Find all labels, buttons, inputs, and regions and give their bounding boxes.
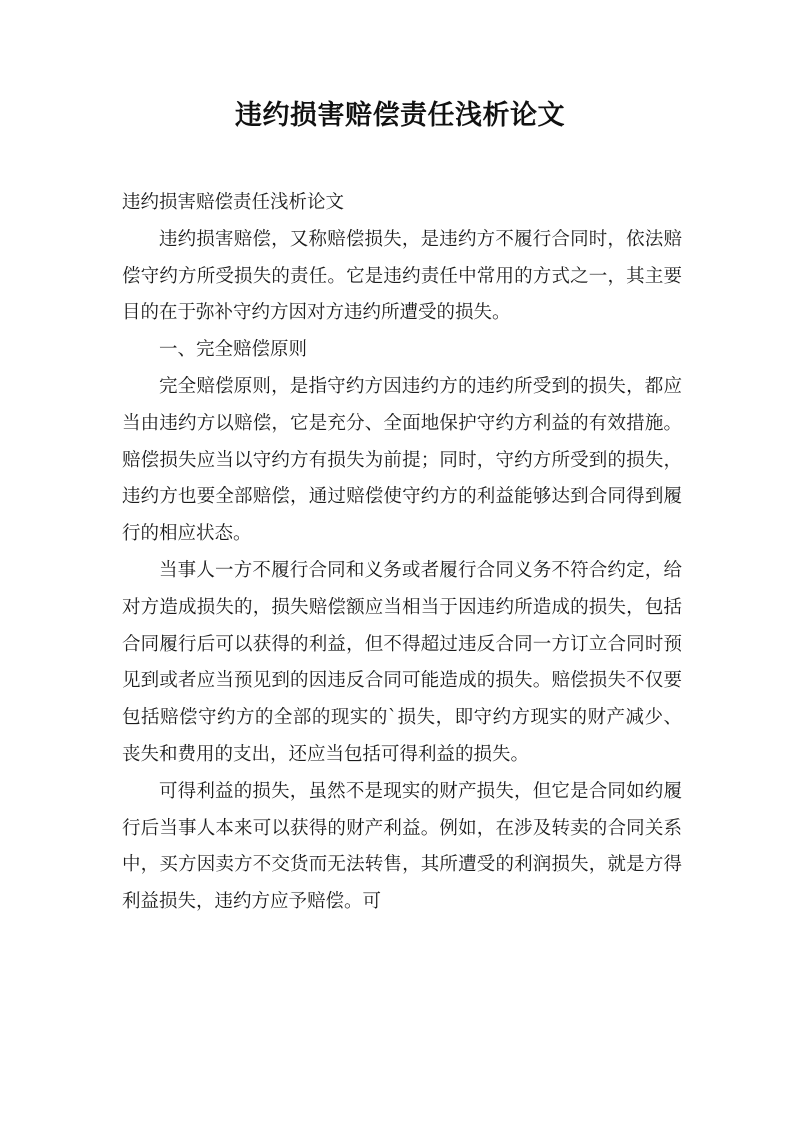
- document-title: 违约损害赔偿责任浅析论文: [235, 100, 565, 131]
- document-body: [122, 185, 682, 921]
- document-subtitle: 违约损害赔偿责任浅析论文: [122, 192, 345, 213]
- section-heading-full-compensation: 一、完全赔偿原则: [159, 339, 308, 361]
- paragraph-breach-loss: 当事人一方不履行合同和义务或者履行合同义务不符合约定，给对方造成损失的，损失赔偿额应当相当于因违约所造成的损失，包括合同履行后可以获得的利益，但不得超过违反合同一方订立合同时预见到或者应当预见到的因违反合同可能造成的损失。赔偿损失不仅要包括赔偿守约方的全部的现实的`损失，即守约方现实的财产减少、丧失和费用的支出，还应当包括可得利益的损失。: [122, 559, 682, 765]
- paragraph-expected-benefit: 可得利益的损失，虽然不是现实的财产损失，但它是合同如约履行后当事人本来可以获得的财产利益。例如，在涉及转卖的合同关系中，买方因卖方不交货而无法转售，其所遭受的利润损失，就是方得利益损失，违约方应予赔偿。可: [122, 780, 682, 913]
- paragraph-full-compensation: 完全赔偿原则，是指守约方因违约方的违约所受到的损失，都应当由违约方以赔偿，它是充分、全面地保护守约方利益的有效措施。赔偿损失应当以守约方有损失为前提；同时，守约方所受到的损失，违约方也要全部赔偿，通过赔偿使守约方的利益能够达到合同得到履行的相应状态。: [122, 375, 682, 545]
- paragraph-intro: 违约损害赔偿，又称赔偿损失，是违约方不履行合同时，依法赔偿守约方所受损失的责任。它是违约责任中常用的方式之一，其主要目的在于弥补守约方因对方违约所遭受的损失。: [122, 228, 682, 324]
